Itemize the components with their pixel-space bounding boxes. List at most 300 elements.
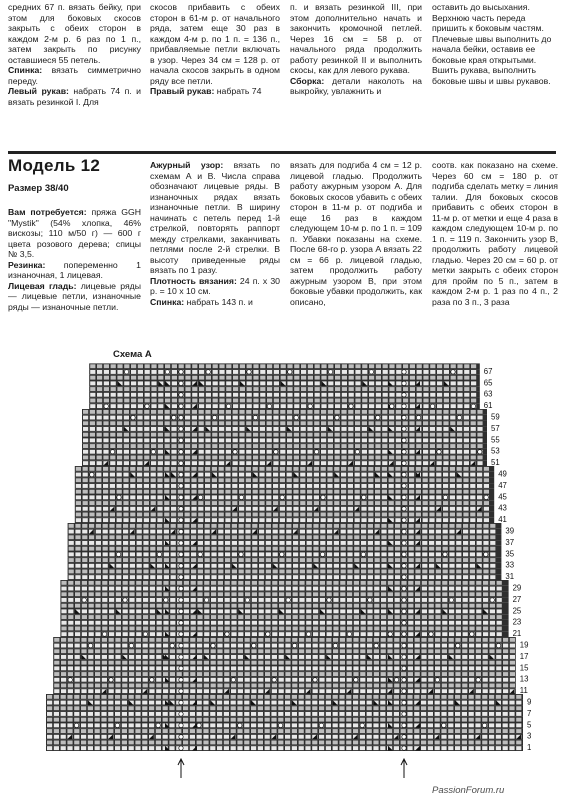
chart-cell <box>415 638 420 642</box>
rib-label: Резинка: <box>8 259 46 270</box>
chart-cell <box>157 615 162 619</box>
yarn-over-symbol <box>104 404 108 408</box>
chart-cell <box>314 495 319 499</box>
chart-cell <box>109 672 114 676</box>
chart-cell <box>83 461 88 465</box>
chart-cell <box>177 649 182 653</box>
chart-cell <box>54 723 59 727</box>
chart-cell <box>484 478 489 482</box>
chart-cell <box>471 370 476 374</box>
chart-cell <box>251 729 256 733</box>
chart-cell <box>353 672 358 676</box>
yarn-over-symbol <box>179 450 183 454</box>
chart-cell <box>341 570 346 574</box>
chart-cell <box>353 712 358 716</box>
chart-cell <box>463 587 468 591</box>
chart-cell <box>286 552 291 556</box>
chart-cell <box>423 433 428 437</box>
chart-cell <box>340 598 345 602</box>
chart-cell <box>124 461 129 465</box>
chart-cell <box>218 615 223 619</box>
chart-cell <box>394 746 399 750</box>
chart-cell <box>443 564 448 568</box>
chart-cell <box>489 729 494 733</box>
chart-cell <box>450 478 455 482</box>
chart-cell <box>497 627 502 631</box>
chart-cell <box>375 444 380 448</box>
chart-cell <box>259 627 264 631</box>
chart-cell <box>299 627 304 631</box>
chart-cell <box>82 547 87 551</box>
chart-cell <box>164 507 169 511</box>
chart-cell <box>489 741 494 745</box>
chart-cell <box>170 678 175 682</box>
chart-cell <box>74 735 79 739</box>
chart-cell <box>144 507 149 511</box>
chart-cell <box>421 666 426 670</box>
chart-cell <box>266 484 271 488</box>
chart-cell <box>308 364 313 368</box>
chart-cell <box>383 404 388 408</box>
chart-cell <box>449 672 454 676</box>
chart-cell <box>437 433 442 437</box>
chart-cell <box>184 592 189 596</box>
chart-cell <box>497 609 502 613</box>
chart-cell <box>475 701 480 705</box>
chart-cell <box>373 718 378 722</box>
chart-cell <box>475 695 480 699</box>
chart-cell <box>158 456 163 460</box>
yarn-over-symbol <box>179 518 183 522</box>
chart-cell <box>279 627 284 631</box>
chart-cell <box>184 547 189 551</box>
chart-cell <box>206 364 211 368</box>
yarn-over-symbol <box>308 404 312 408</box>
chart-cell <box>199 456 204 460</box>
chart-cell <box>462 718 467 722</box>
chart-cell <box>252 587 257 591</box>
chart-cell <box>74 729 79 733</box>
chart-cell <box>225 530 230 534</box>
chart-cell <box>341 535 346 539</box>
chart-cell <box>341 427 346 431</box>
chart-cell <box>191 484 196 488</box>
chart-cell <box>496 649 501 653</box>
chart-cell <box>456 575 461 579</box>
chart-cell <box>402 501 407 505</box>
chart-cell <box>81 695 86 699</box>
yarn-over-symbol <box>179 678 183 682</box>
chart-cell <box>285 723 290 727</box>
chart-cell <box>388 524 393 528</box>
chart-cell <box>471 438 476 442</box>
chart-cell <box>103 530 108 534</box>
chart-cell <box>266 535 271 539</box>
chart-cell <box>54 655 59 659</box>
chart-cell <box>231 632 236 636</box>
chart-cell <box>171 450 176 454</box>
chart-cell <box>102 649 107 653</box>
chart-cell <box>334 467 339 471</box>
chart-cell <box>260 399 265 403</box>
chart-cell <box>122 735 127 739</box>
chart-cell <box>423 438 428 442</box>
chart-cell <box>314 427 319 431</box>
chart-cell <box>217 746 222 750</box>
chart-cell <box>362 433 367 437</box>
chart-cell <box>266 552 271 556</box>
chart-cell <box>326 684 331 688</box>
chart-cell <box>143 524 148 528</box>
chart-cell <box>272 655 277 659</box>
chart-cell <box>483 547 488 551</box>
chart-cell <box>137 467 142 471</box>
chart-cell <box>238 672 243 676</box>
chart-cell <box>361 473 366 477</box>
chart-cell <box>407 746 412 750</box>
row-number-label: 17 <box>519 651 529 661</box>
chart-cell <box>496 638 501 642</box>
chart-cell <box>150 547 155 551</box>
chart-cell <box>108 746 113 750</box>
chart-cell <box>170 609 175 613</box>
chart-cell <box>346 735 351 739</box>
chart-cell <box>416 513 421 517</box>
chart-cell <box>389 393 394 397</box>
chart-cell <box>170 615 175 619</box>
chart-cell <box>286 592 291 596</box>
chart-cell <box>321 467 326 471</box>
chart-cell <box>90 370 95 374</box>
chart-cell <box>191 547 196 551</box>
chart-cell <box>272 598 277 602</box>
chart-cell <box>239 547 244 551</box>
chart-cell <box>117 473 122 477</box>
text: п. и вязать резинкой III, при этом дополнительно начать и закончить кромочной петлей. Через 16 см = 58 р. от начального ряда продолжить работу резинкой II и выполнить скосы, как для левого рукава. <box>290 2 422 75</box>
chart-cell <box>90 399 95 403</box>
yarn-over-symbol <box>179 415 183 419</box>
chart-cell <box>124 376 129 380</box>
chart-cell <box>259 552 264 556</box>
chart-cell <box>102 609 107 613</box>
chart-cell <box>170 598 175 602</box>
chart-cell <box>184 530 189 534</box>
chart-cell <box>226 450 231 454</box>
chart-cell <box>374 672 379 676</box>
yarn-over-symbol <box>82 598 86 602</box>
chart-cell <box>89 604 94 608</box>
chart-cell <box>444 376 449 380</box>
chart-cell <box>415 552 420 556</box>
chart-cell <box>408 627 413 631</box>
chart-cell <box>326 661 331 665</box>
chart-cell <box>233 376 238 380</box>
chart-cell <box>382 444 387 448</box>
chart-cell <box>348 513 353 517</box>
chart-cell <box>353 701 358 705</box>
chart-cell <box>163 661 168 665</box>
chart-cell <box>54 649 59 653</box>
chart-cell <box>219 456 224 460</box>
chart-cell <box>124 438 129 442</box>
chart-cell <box>130 478 135 482</box>
chart-cell <box>95 729 100 733</box>
chart-cell <box>457 501 462 505</box>
chart-cell <box>231 695 236 699</box>
chart-cell <box>280 427 285 431</box>
chart-cell <box>300 535 305 539</box>
chart-cell <box>212 456 217 460</box>
chart-cell <box>409 530 414 534</box>
chart-cell <box>124 381 129 385</box>
chart-cell <box>103 433 108 437</box>
chart-cell <box>360 695 365 699</box>
chart-cell <box>240 393 245 397</box>
chart-cell <box>381 587 386 591</box>
chart-cell <box>327 558 332 562</box>
chart-cell <box>280 467 285 471</box>
chart-cell <box>360 644 365 648</box>
chart-cell <box>61 712 66 716</box>
chart-cell <box>61 718 66 722</box>
chart-cell <box>274 404 279 408</box>
row-number-label: 35 <box>505 549 515 559</box>
chart-cell <box>178 456 183 460</box>
chart-cell <box>61 615 66 619</box>
chart-cell <box>110 416 115 420</box>
chart-cell <box>376 364 381 368</box>
yarn-over-symbol <box>179 643 183 647</box>
chart-cell <box>416 501 421 505</box>
chart-cell <box>278 735 283 739</box>
chart-cell <box>403 376 408 380</box>
chart-cell <box>83 484 88 488</box>
chart-cell <box>300 490 305 494</box>
chart-cell <box>328 410 333 414</box>
chart-cell <box>81 712 86 716</box>
chart-cell <box>101 741 106 745</box>
chart-cell <box>185 513 190 517</box>
chart-cell <box>416 507 421 511</box>
chart-cell <box>198 535 203 539</box>
chart-cell <box>81 638 86 642</box>
chart-cell <box>423 507 428 511</box>
chart-cell <box>89 592 94 596</box>
chart-cell <box>136 604 141 608</box>
chart-cell <box>266 495 271 499</box>
chart-cell <box>436 495 441 499</box>
chart-cell <box>279 621 284 625</box>
chart-cell <box>382 438 387 442</box>
chart-cell <box>151 495 156 499</box>
chart-cell <box>326 638 331 642</box>
chart-cell <box>354 530 359 534</box>
chart-cell <box>509 706 514 710</box>
chart-cell <box>381 672 386 676</box>
chart-cell <box>456 570 461 574</box>
chart-cell <box>422 535 427 539</box>
chart-cell <box>496 746 501 750</box>
chart-cell <box>307 421 312 425</box>
chart-cell <box>149 655 154 659</box>
chart-cell <box>300 524 305 528</box>
chart-cell <box>212 478 217 482</box>
chart-cell <box>172 399 177 403</box>
chart-cell <box>315 364 320 368</box>
chart-cell <box>376 399 381 403</box>
chart-cell <box>109 621 114 625</box>
chart-cell <box>341 575 346 579</box>
chart-cell <box>471 444 476 448</box>
chart-cell <box>294 427 299 431</box>
chart-cell <box>301 404 306 408</box>
chart-cell <box>382 507 387 511</box>
chart-cell <box>441 701 446 705</box>
chart-cell <box>273 530 278 534</box>
chart-cell <box>383 370 388 374</box>
chart-cell <box>211 684 216 688</box>
chart-cell <box>313 649 318 653</box>
chart-cell <box>109 575 114 579</box>
chart-cell <box>157 530 162 534</box>
chart-cell <box>129 621 134 625</box>
chart-cell <box>61 632 66 636</box>
chart-cell <box>83 478 88 482</box>
chart-cell <box>212 421 217 425</box>
chart-cell <box>83 490 88 494</box>
chart-cell <box>266 524 271 528</box>
chart-cell <box>443 575 448 579</box>
chart-cell <box>156 746 161 750</box>
chart-cell <box>394 741 399 745</box>
chart-cell <box>176 706 181 710</box>
chart-cell <box>198 490 203 494</box>
chart-cell <box>307 524 312 528</box>
chart-cell <box>183 678 188 682</box>
chart-cell <box>396 421 401 425</box>
yarn-over-symbol <box>313 678 317 682</box>
chart-cell <box>253 456 258 460</box>
chart-cell <box>68 632 73 636</box>
chart-cell <box>489 689 494 693</box>
chart-cell <box>205 416 210 420</box>
chart-cell <box>389 399 394 403</box>
chart-cell <box>211 592 216 596</box>
chart-cell <box>97 456 102 460</box>
chart-cell <box>294 450 299 454</box>
chart-cell <box>266 541 271 545</box>
chart-cell <box>111 387 116 391</box>
yarn-over-symbol <box>482 723 486 727</box>
chart-cell <box>490 570 495 574</box>
chart-cell <box>246 421 251 425</box>
chart-cell <box>163 666 168 670</box>
row-number-label: 65 <box>483 378 493 388</box>
chart-cell <box>122 649 127 653</box>
chart-cell <box>190 661 195 665</box>
chart-cell <box>308 387 313 391</box>
chart-cell <box>292 649 297 653</box>
chart-cell <box>388 558 393 562</box>
chart-cell <box>203 729 208 733</box>
chart-cell <box>96 473 101 477</box>
chart-cell <box>347 541 352 545</box>
chart-cell <box>245 575 250 579</box>
chart-cell <box>156 712 161 716</box>
row-number-label: 27 <box>512 594 522 604</box>
chart-cell <box>292 712 297 716</box>
chart-cell <box>136 598 141 602</box>
chart-cell <box>286 575 291 579</box>
chart-cell <box>306 598 311 602</box>
chart-cell <box>421 655 426 659</box>
chart-cell <box>137 478 142 482</box>
chart-cell <box>136 638 141 642</box>
chart-cell <box>68 666 73 670</box>
chart-cell <box>171 490 176 494</box>
chart-cell <box>183 706 188 710</box>
chart-cell <box>375 570 380 574</box>
chart-cell <box>237 718 242 722</box>
chart-cell <box>239 541 244 545</box>
yarn-over-symbol <box>102 632 106 636</box>
chart-cell <box>149 672 154 676</box>
chart-cell <box>503 672 508 676</box>
chart-cell <box>334 547 339 551</box>
chart-cell <box>225 478 230 482</box>
chart-cell <box>422 558 427 562</box>
chart-cell <box>307 570 312 574</box>
chart-cell <box>245 524 250 528</box>
chart-cell <box>416 478 421 482</box>
chart-cell <box>368 518 373 522</box>
chart-cell <box>171 461 176 465</box>
chart-cell <box>496 661 501 665</box>
chart-cell <box>362 370 367 374</box>
chart-cell <box>403 399 408 403</box>
chart-cell <box>429 541 434 545</box>
chart-cell <box>89 541 94 545</box>
chart-cell <box>471 410 476 414</box>
chart-cell <box>103 501 108 505</box>
chart-cell <box>300 478 305 482</box>
chart-cell <box>95 592 100 596</box>
chart-cell <box>190 666 195 670</box>
chart-cell <box>258 701 263 705</box>
chart-cell <box>415 627 420 631</box>
chart-cell <box>516 706 521 710</box>
chart-cell <box>503 661 508 665</box>
chart-cell <box>88 684 93 688</box>
chart-cell <box>307 530 312 534</box>
yarn-over-symbol <box>368 598 372 602</box>
chart-cell <box>477 478 482 482</box>
chart-cell <box>476 649 481 653</box>
chart-cell <box>137 570 142 574</box>
chart-cell <box>327 495 332 499</box>
chart-cell <box>89 518 94 522</box>
chart-cell <box>287 387 292 391</box>
chart-cell <box>409 558 414 562</box>
chart-cell <box>197 632 202 636</box>
chart-cell <box>177 684 182 688</box>
chart-cell <box>437 376 442 380</box>
yarn-over-symbol <box>179 495 183 499</box>
chart-cell <box>333 746 338 750</box>
chart-cell <box>348 444 353 448</box>
chart-cell <box>224 672 229 676</box>
chart-cell <box>293 524 298 528</box>
